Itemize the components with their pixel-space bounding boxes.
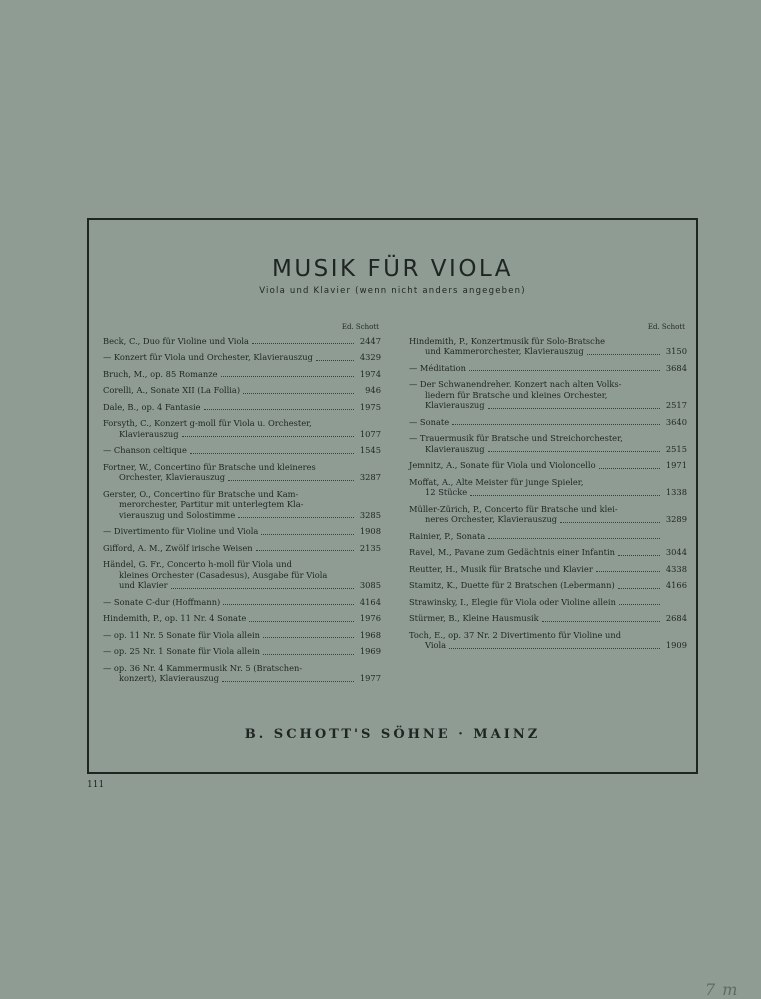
leader-dots <box>449 648 660 649</box>
entry-text: Viola <box>425 640 447 650</box>
entry-text: Müller-Zürich, P., Concerto für Bratsche und klei- <box>409 503 618 514</box>
edition-number: 1969 <box>359 646 381 656</box>
entry-text: Gerster, O., Concertino für Bratsche und Kam- <box>103 488 299 499</box>
entry-text: Gifford, A. M., Zwölf irische Weisen <box>103 542 253 553</box>
entry-line <box>103 543 381 554</box>
entry-text: und Klavier <box>119 580 168 590</box>
entry-line <box>409 363 687 374</box>
entry-text: Stamitz, K., Duette für 2 Bratschen (Lebermann) <box>409 580 615 590</box>
entry-line <box>409 433 687 444</box>
entry-text: merorchester, Partitur mit unterlegtem Kla- <box>119 499 304 509</box>
catalog-entry <box>103 445 381 456</box>
column-header-left: Ed. Schott <box>341 323 379 331</box>
entry-line <box>103 489 381 500</box>
entry-line <box>103 570 381 581</box>
entry-text: — op. 11 Nr. 5 Sonate für Viola allein <box>103 629 260 640</box>
leader-dots <box>222 681 354 682</box>
entry-text: Händel, G. Fr., Concerto h-moll für Viola und <box>103 559 292 569</box>
entry-line <box>103 673 381 684</box>
entry-line <box>409 613 687 624</box>
catalog-entry <box>103 418 381 439</box>
catalog-entry <box>409 379 687 411</box>
left-column <box>103 322 381 690</box>
leader-dots <box>587 354 660 355</box>
edition-number: 2517 <box>665 400 687 410</box>
leader-dots <box>542 621 660 622</box>
leader-dots <box>599 468 660 469</box>
column-header-right: Ed. Schott <box>647 323 685 331</box>
catalog-entry <box>409 336 687 357</box>
entry-text: Klavierauszug <box>119 428 179 439</box>
leader-dots <box>190 453 354 454</box>
entry-line <box>103 462 381 473</box>
entry-text: Moffat, A., Alte Meister für junge Spieler, <box>409 476 584 487</box>
entry-text: Hindemith, P., Konzertmusik für Solo-Bratsche <box>409 335 606 346</box>
edition-number: 1908 <box>359 526 381 536</box>
entry-line <box>103 445 381 456</box>
leader-dots <box>182 436 354 437</box>
leader-dots <box>452 424 660 425</box>
catalog-entry <box>409 547 687 558</box>
catalog-entry <box>103 385 381 396</box>
entry-text: Bruch, M., op. 85 Romanze <box>103 368 218 379</box>
entry-text: — Méditation <box>409 362 466 373</box>
edition-number: 4338 <box>665 563 687 574</box>
catalog-entry <box>409 460 687 471</box>
catalog-entry <box>103 663 381 684</box>
catalog-entry <box>103 597 381 608</box>
leader-dots <box>618 588 660 589</box>
edition-number: 1545 <box>359 445 381 455</box>
entry-line <box>409 640 687 651</box>
right-entries <box>409 336 687 651</box>
entry-text: Hindemith, P., op. 11 Nr. 4 Sonate <box>103 613 247 623</box>
edition-number: 3287 <box>359 472 381 482</box>
catalog-entry <box>409 504 687 525</box>
leader-dots <box>469 370 660 371</box>
catalog-entry <box>103 646 381 657</box>
edition-number: 3044 <box>665 547 687 557</box>
entry-line <box>103 580 381 591</box>
entry-line <box>409 564 687 575</box>
entry-line <box>103 613 381 624</box>
entry-line <box>103 663 381 674</box>
entry-line <box>409 580 687 591</box>
edition-number: 3085 <box>359 580 381 590</box>
catalog-entry <box>103 336 381 347</box>
entry-text: Corelli, A., Sonate XII (La Follia) <box>103 385 241 395</box>
leader-dots <box>618 555 660 556</box>
edition-number: 1338 <box>665 487 687 497</box>
catalog-entry <box>103 462 381 483</box>
catalog-frame <box>87 218 698 774</box>
leader-dots <box>221 376 354 377</box>
catalog-entry <box>409 630 687 651</box>
leader-dots <box>252 343 354 344</box>
catalog-entry <box>409 564 687 575</box>
entry-line <box>103 385 381 396</box>
edition-number: 1077 <box>359 428 381 439</box>
entry-line <box>409 487 687 498</box>
leader-dots <box>263 654 354 655</box>
edition-number: 946 <box>365 385 381 395</box>
entry-line <box>103 429 381 440</box>
entry-line <box>409 379 687 390</box>
leader-dots <box>243 393 354 394</box>
edition-number: 3684 <box>665 362 687 373</box>
entry-line <box>103 369 381 380</box>
entry-text: — op. 25 Nr. 1 Sonate für Viola allein <box>103 646 260 656</box>
entry-line <box>409 504 687 515</box>
entry-line <box>103 526 381 537</box>
leader-dots <box>256 550 354 551</box>
entry-text: konzert), Klavierauszug <box>119 673 220 683</box>
entry-line <box>103 352 381 363</box>
entry-text: — Sonate C-dur (Hoffmann) <box>103 596 221 607</box>
entry-text: Forsyth, C., Konzert g-moll für Viola u. Orchester, <box>103 418 312 428</box>
leader-dots <box>488 408 660 409</box>
pencil-mark: 7 m <box>705 980 739 999</box>
entry-line <box>103 418 381 429</box>
catalog-entry <box>409 580 687 591</box>
entry-text: Orchester, Klavierauszug <box>119 472 226 482</box>
leader-dots <box>223 604 354 605</box>
leader-dots <box>470 495 660 496</box>
entry-text: vierauszug und Solostimme <box>119 509 236 520</box>
edition-number: 4166 <box>665 580 687 590</box>
entry-line <box>409 460 687 471</box>
edition-number: 1968 <box>359 629 381 640</box>
entry-line <box>409 531 687 542</box>
leader-dots <box>596 571 660 572</box>
entry-text: Rainier, P., Sonata <box>409 530 486 541</box>
entry-line <box>103 630 381 641</box>
edition-number: 2515 <box>665 443 687 454</box>
edition-number: 3289 <box>665 514 687 524</box>
catalog-entry <box>103 543 381 554</box>
entry-text: Ravel, M., Pavane zum Gedächtnis einer Infantin <box>409 547 615 557</box>
entry-text: — Divertimento für Violine und Viola <box>103 526 259 536</box>
leader-dots <box>249 621 354 622</box>
entry-line <box>103 559 381 570</box>
entry-text: und Kammerorchester, Klavierauszug <box>425 346 584 356</box>
catalog-entry <box>409 417 687 428</box>
catalog-entry <box>103 613 381 624</box>
left-entries <box>103 336 381 684</box>
entry-text: Toch, E., op. 37 Nr. 2 Divertimento für Violine und <box>409 629 622 640</box>
catalog-entry <box>103 402 381 413</box>
leader-dots <box>488 451 660 452</box>
entry-line <box>103 499 381 510</box>
entry-line <box>409 477 687 488</box>
entry-text: neres Orchester, Klavierauszug <box>425 514 558 524</box>
catalog-entry <box>409 433 687 454</box>
edition-number: 3285 <box>359 509 381 520</box>
entry-line <box>409 417 687 428</box>
edition-number: 1976 <box>359 613 381 623</box>
entry-line <box>409 390 687 401</box>
catalog-entry <box>409 597 687 608</box>
page-subtitle: Viola und Klavier (wenn nicht anders angegeben) <box>259 286 526 296</box>
entry-line <box>409 630 687 641</box>
catalog-entry <box>409 363 687 374</box>
catalog-entry <box>103 489 381 521</box>
edition-number: 4329 <box>359 352 381 362</box>
page-title: MUSIK FÜR VIOLA <box>271 256 513 282</box>
edition-number: 3640 <box>665 416 687 427</box>
entry-line <box>409 547 687 558</box>
entry-text: — Sonate <box>409 416 450 427</box>
leader-dots <box>261 534 354 535</box>
entry-line <box>103 336 381 347</box>
entry-line <box>409 336 687 347</box>
leader-dots <box>171 588 354 589</box>
entry-line <box>409 514 687 525</box>
entry-text: Stürmer, B., Kleine Hausmusik <box>409 613 539 623</box>
entry-text: 12 Stücke <box>425 487 468 497</box>
edition-number: 3150 <box>665 346 687 356</box>
entry-text: liedern für Bratsche und kleines Orchester, <box>425 389 608 400</box>
entry-text: Klavierauszug <box>425 400 485 410</box>
edition-number: 2447 <box>359 335 381 346</box>
page-number: 111 <box>87 780 105 790</box>
entry-text: Fortner, W., Concertino für Bratsche und kleineres <box>103 461 316 472</box>
entry-text: kleines Orchester (Casadesus), Ausgabe für Viola <box>119 569 328 580</box>
catalog-entry <box>103 630 381 641</box>
entry-line <box>409 597 687 608</box>
entry-line <box>103 510 381 521</box>
publisher-imprint: B. SCHOTT'S SÖHNE · MAINZ <box>244 727 541 742</box>
entry-text: Strawinsky, I., Elegie für Viola oder Violine allein <box>409 596 616 607</box>
catalog-entry <box>409 613 687 624</box>
catalog-entry <box>409 477 687 498</box>
edition-number: 2135 <box>359 542 381 553</box>
edition-number: 1909 <box>665 640 687 650</box>
entry-text: — Trauermusik für Bratsche und Streichorchester, <box>409 433 623 443</box>
catalog-entry <box>103 559 381 591</box>
entry-text: Dale, B., op. 4 Fantasie <box>103 401 201 412</box>
edition-number: 1977 <box>359 673 381 683</box>
leader-dots <box>204 409 354 410</box>
entry-text: — Chanson celtique <box>103 445 187 455</box>
entry-text: — Der Schwanendreher. Konzert nach alten Volks- <box>409 379 622 389</box>
entry-text: Beck, C., Duo für Violine und Viola <box>103 335 249 346</box>
entry-line <box>409 444 687 455</box>
entry-text: Klavierauszug <box>425 443 485 454</box>
entry-text: Jemnitz, A., Sonate für Viola und Violoncello <box>409 460 596 470</box>
entry-line <box>103 472 381 483</box>
entry-line <box>103 646 381 657</box>
catalog-entry <box>409 531 687 542</box>
leader-dots <box>228 480 354 481</box>
leader-dots <box>619 604 660 605</box>
edition-number: 4164 <box>359 596 381 607</box>
entry-line <box>103 597 381 608</box>
right-column <box>409 322 687 657</box>
edition-number: 1974 <box>359 368 381 379</box>
catalog-entry <box>103 526 381 537</box>
entry-text: — Konzert für Viola und Orchester, Klavierauszug <box>103 352 313 362</box>
leader-dots <box>316 360 354 361</box>
edition-number: 1971 <box>665 460 687 470</box>
catalog-entry <box>103 352 381 363</box>
catalog-entry <box>103 369 381 380</box>
leader-dots <box>263 637 354 638</box>
entry-text: Reutter, H., Musik für Bratsche und Klavier <box>409 563 593 574</box>
edition-number: 2684 <box>665 613 687 623</box>
entry-line <box>409 400 687 411</box>
edition-number: 1975 <box>359 401 381 412</box>
leader-dots <box>238 517 354 518</box>
entry-line <box>103 402 381 413</box>
entry-text: — op. 36 Nr. 4 Kammermusik Nr. 5 (Bratschen- <box>103 662 303 673</box>
leader-dots <box>488 538 660 539</box>
leader-dots <box>560 522 660 523</box>
entry-line <box>409 346 687 357</box>
